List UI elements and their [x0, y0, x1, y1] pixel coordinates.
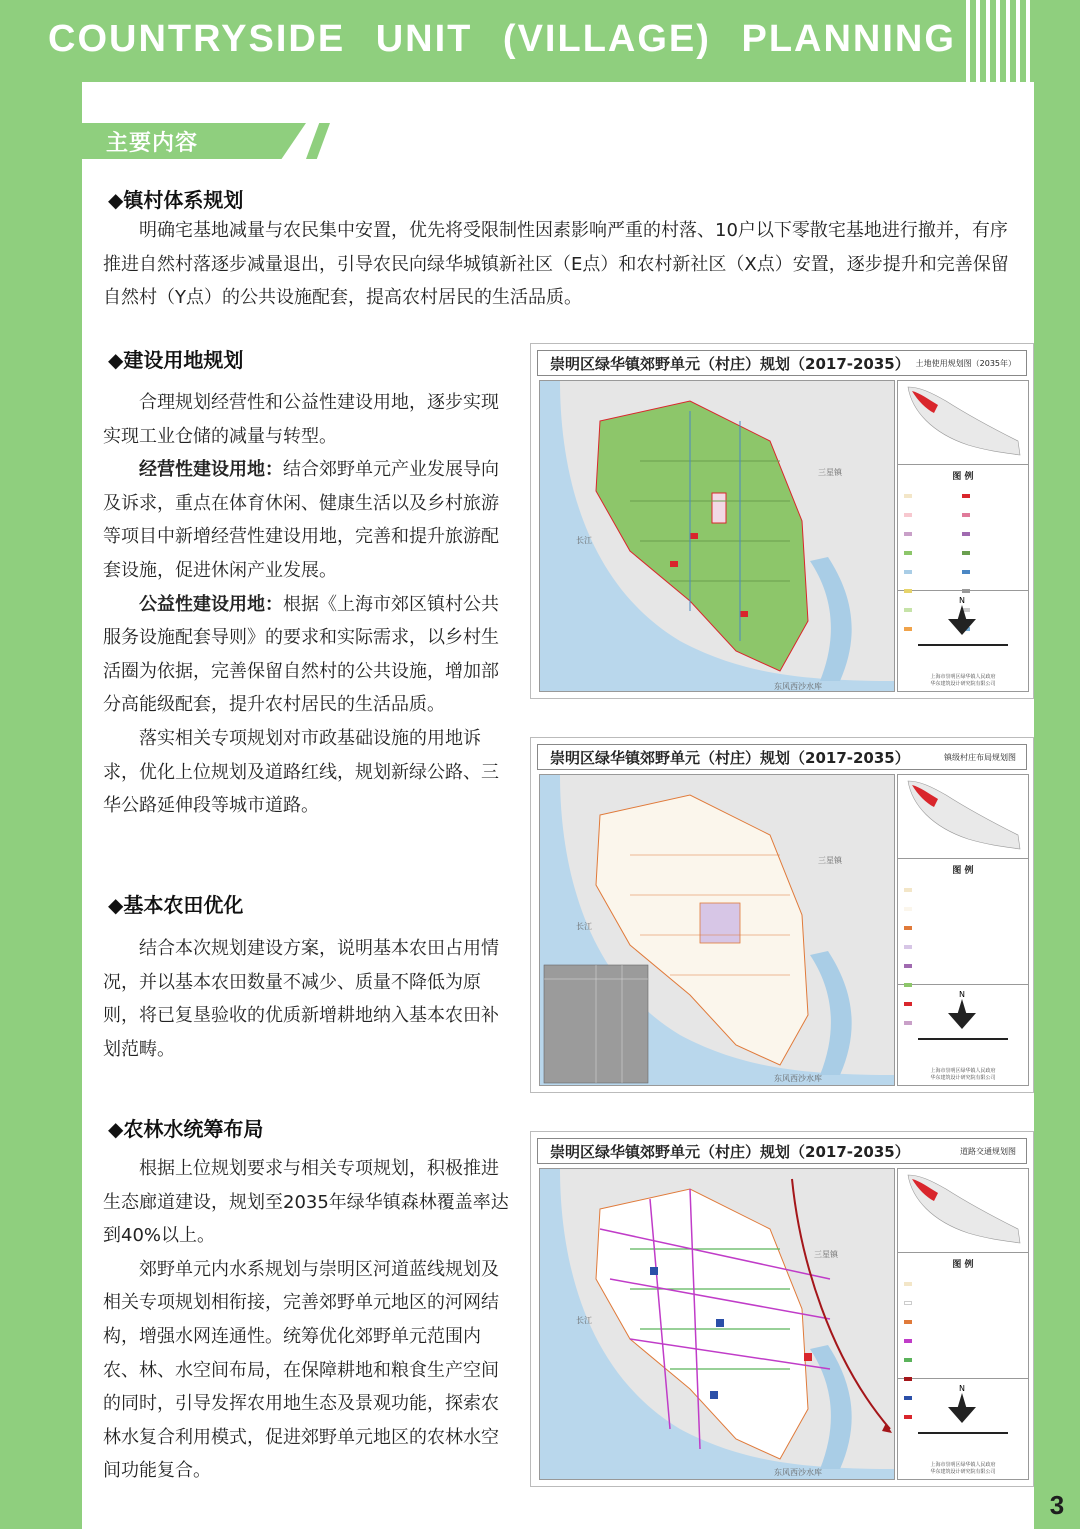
heading-town-system: ◆镇村体系规划 [108, 188, 244, 212]
paragraph-construction-intro: 合理规划经营性和公益性建设用地，逐步实现实现工业仓储的减量与转型。 [103, 392, 499, 447]
map-legend [898, 465, 1028, 591]
header-stripes-decoration [964, 0, 1034, 82]
paragraph-commercial-land: 经营性建设用地：结合郊野单元产业发展导向及诉求，重点在体育休闲、健康生活以及乡村旅游等项目中新增经营性建设用地，完善和提升旅游配套设施，促进休闲产业发展。 [103, 459, 499, 581]
paragraph-town-system: 明确宅基地减量与农民集中安置，优先将受限制性因素影响严重的村落、10户以下零散宅基地进行撤并，有序推进自然村落逐步减量退出，引导农民向绿华城镇新社区（E点）和农村新社区（X点）安置，逐步提升和完善保留自然村（Y点）的公共设施配套，提高农村居民的生活品质。 [103, 220, 1009, 309]
map-label: 东风西沙水库 [774, 682, 822, 691]
paragraph-infrastructure: 落实相关专项规划对市政基础设施的用地诉求，优化上位规划及道路红线，规划新绿公路、三华公路延伸段等城市道路。 [103, 727, 499, 817]
map-image-land-use [539, 380, 895, 692]
legend-title: 图 例 [952, 866, 974, 876]
heading-agri-forest-water: ◆农林水统筹布局 [108, 1117, 264, 1141]
paragraph-farmland: 结合本次规划建设方案，说明基本农田占用情况，并以基本农田数量不减少、质量不降低为原则，将已复垦验收的优质新增耕地纳入基本农田补划范畴。 [103, 938, 499, 1060]
svg-text:N: N [959, 990, 965, 999]
map-sidebar [897, 1168, 1029, 1480]
map-label: 长江 [576, 1316, 592, 1325]
map-title: 崇明区绿华镇郊野单元（村庄）规划（2017-2035） [550, 355, 910, 373]
map-label: 三星镇 [818, 468, 842, 477]
map-subtitle: 土地使用规划图（2035年） [915, 359, 1016, 368]
map-inset [898, 381, 1028, 465]
page-header-title: COUNTRYSIDE UNIT (VILLAGE) PLANNING [48, 18, 956, 60]
paragraph-agri-forest-water [103, 1152, 511, 1488]
svg-text:N: N [959, 596, 965, 605]
legend-title: 图 例 [952, 1260, 974, 1270]
paragraph-public-land: 公益性建设用地：根据《上海市郊区镇村公共服务设施配套导则》的要求和实际需求，以乡村生活圈为依据，完善保留自然村的公共设施，增加部分高能级配套，提升农村居民的生活品质。 [103, 593, 499, 716]
section-tag [0, 123, 330, 159]
heading-construction-land: ◆建设用地规划 [108, 348, 244, 372]
map-inset [898, 775, 1028, 859]
paragraph-construction-land [103, 386, 511, 823]
map-title: 崇明区绿华镇郊野单元（村庄）规划（2017-2035） [550, 1143, 910, 1161]
map-label: 三星镇 [818, 856, 842, 865]
map-sidebar [897, 380, 1029, 692]
right-band [1034, 0, 1080, 1529]
map-label: 长江 [576, 536, 592, 545]
paragraph-ecological-corridor: 根据上位规划要求与相关专项规划，积极推进生态廊道建设，规划至2035年绿华镇森林覆盖率达到40%以上。 [103, 1158, 509, 1247]
map-compass [898, 591, 1028, 691]
map-label: 长江 [576, 922, 592, 931]
map-inset [898, 1169, 1028, 1253]
map-title: 崇明区绿华镇郊野单元（村庄）规划（2017-2035） [550, 749, 910, 767]
legend-title: 图 例 [952, 472, 974, 482]
svg-text:N: N [959, 1384, 965, 1393]
paragraph-water-network: 郊野单元内水系规划与崇明区河道蓝线规划及相关专项规划相衔接，完善郊野单元地区的河网结构，增强水网连通性。统筹优化郊野单元范围内农、林、水空间布局，在保障耕地和粮食生产空间的同时，引导发挥农用地生态及景观功能，探索农林水复合利用模式，促进郊野单元地区的农林水空间功能复合。 [103, 1258, 499, 1482]
map-label: 三星镇 [814, 1250, 838, 1259]
map-subtitle: 镇级村庄布局规划图 [944, 753, 1016, 762]
map-compass [898, 985, 1028, 1085]
map-legend [898, 859, 1028, 985]
map-credit: 上海市崇明区绿华镇人民政府 华东建筑设计研究院有限公司 [930, 674, 996, 687]
map-label: 东风西沙水库 [774, 1074, 822, 1083]
map-card-land-use [530, 343, 1034, 699]
map-sidebar [897, 774, 1029, 1086]
map-compass [898, 1379, 1028, 1479]
map-subtitle: 道路交通规划图 [960, 1147, 1016, 1156]
map-image-road-traffic [539, 1168, 895, 1480]
map-credit: 上海市崇明区绿华镇人民政府 华东建筑设计研究院有限公司 [930, 1462, 996, 1475]
map-legend [898, 1253, 1028, 1379]
heading-farmland: ◆基本农田优化 [108, 893, 244, 917]
page-number: 3 [1049, 1490, 1065, 1520]
map-label: 东风西沙水库 [774, 1468, 822, 1477]
map-credit: 上海市崇明区绿华镇人民政府 华东建筑设计研究院有限公司 [930, 1068, 996, 1081]
map-card-village-layout [530, 737, 1034, 1093]
map-card-road-traffic [530, 1131, 1034, 1487]
section-tag-label: 主要内容 [106, 131, 199, 156]
map-image-village-layout [539, 774, 895, 1086]
